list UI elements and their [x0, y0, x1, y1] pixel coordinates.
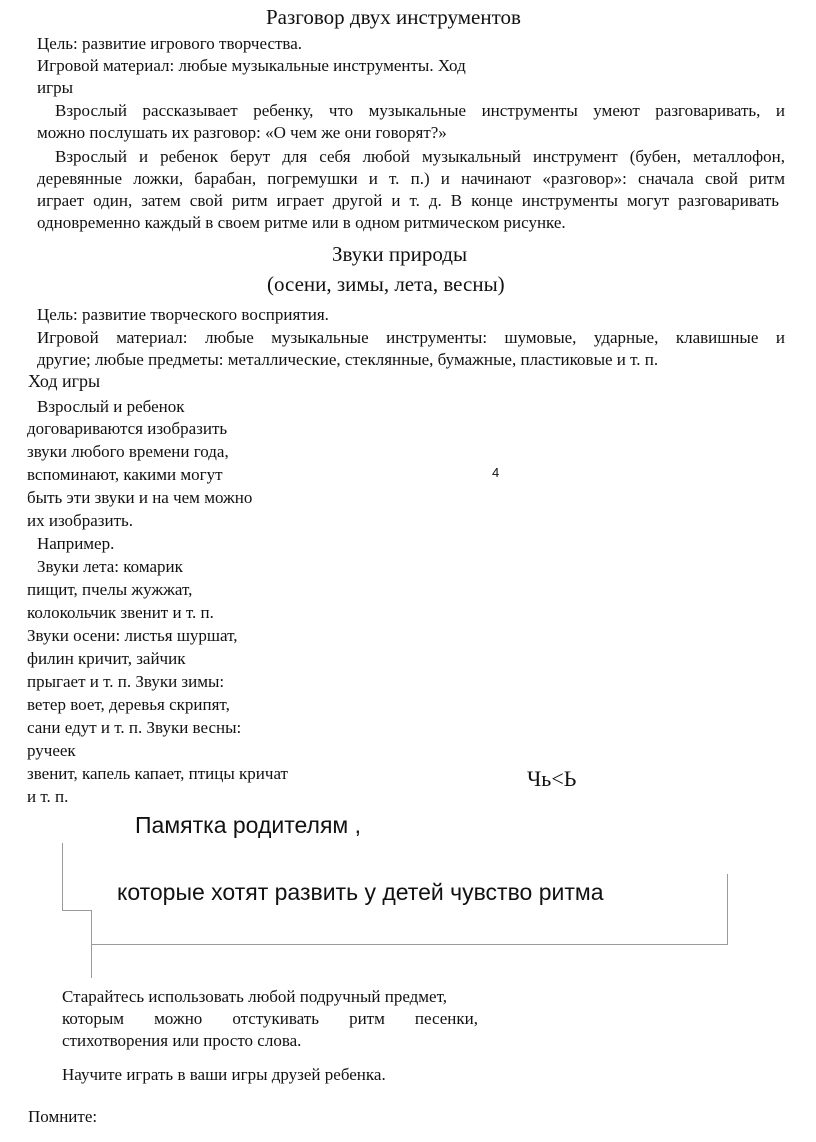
memo-subtitle: которые хотят развить у детей чувство ритма [117, 879, 604, 905]
memo-paragraph-line: которым можно отстукивать ритм песенки, [62, 1009, 478, 1028]
frame-line [91, 944, 727, 945]
column-line: их изобразить. [27, 511, 134, 530]
stray-text: Чь<Ь [527, 766, 577, 791]
column-line: колокольчик звенит и т. п. [27, 603, 214, 622]
memo-paragraph-line: стихотворения или просто слова. [62, 1031, 302, 1050]
column-line: сани едут и т. п. Звуки весны: [27, 718, 242, 737]
paragraph-line: одновременно каждый в своем ритме или в одном ритмическом рисунке. [37, 213, 566, 232]
material-text-cont: игры [37, 78, 73, 97]
column-line: ручеек [27, 741, 76, 760]
goal-text: Цель: развитие игрового творчества. [37, 34, 303, 53]
paragraph-line: Взрослый рассказывает ребенку, что музыкальные инструменты умеют разговаривать, и [55, 101, 785, 120]
column-line: ветер воет, деревья скрипят, [27, 695, 230, 714]
remember-label: Помните: [28, 1107, 98, 1126]
game-heading: Ход игры [28, 371, 101, 391]
frame-line [727, 874, 728, 945]
column-line: договариваются изобразить [27, 419, 228, 438]
section-title-nature: Звуки природы [332, 242, 468, 266]
section-subtitle-seasons: (осени, зимы, лета, весны) [267, 272, 505, 296]
paragraph-line: деревянные ложки, барабан, погремушки и т. п.) и начинают «разговор»: сначала свой ритм [37, 169, 785, 188]
column-line: вспоминают, какими могут [27, 465, 223, 484]
section-title-conversation: Разговор двух инструментов [266, 5, 521, 29]
material-text: Игровой материал: любые музыкальные инструменты. Ход [37, 56, 466, 75]
paragraph-line: Взрослый и ребенок берут для себя любой музыкальный инструмент (бубен, металлофон, [55, 147, 785, 166]
page-number: 4 [492, 465, 500, 480]
column-line: и т. п. [27, 787, 69, 806]
column-line: Звуки осени: листья шуршат, [27, 626, 238, 645]
column-line: Взрослый и ребенок [37, 397, 185, 416]
frame-line [62, 910, 92, 911]
column-line: звуки любого времени года, [27, 442, 229, 461]
memo-paragraph-line: Старайтесь использовать любой подручный предмет, [62, 987, 447, 1006]
paragraph-line: играет один, затем свой ритм играет другой и т. д. В конце инструменты могут разговаривать [37, 191, 779, 210]
frame-line [62, 843, 63, 911]
goal-text: Цель: развитие творческого восприятия. [37, 305, 329, 324]
memo-paragraph: Научите играть в ваши игры друзей ребенка. [62, 1065, 386, 1084]
material-text-cont: другие; любые предметы: металлические, стеклянные, бумажные, пластиковые и т. п. [37, 350, 659, 369]
column-line: звенит, капель капает, птицы кричат [27, 764, 288, 783]
paragraph-line: можно послушать их разговор: «О чем же они говорят?» [37, 123, 447, 142]
material-text: Игровой материал: любые музыкальные инструменты: шумовые, ударные, клавишные и [37, 328, 785, 347]
column-line: филин кричит, зайчик [27, 649, 186, 668]
column-line: Например. [37, 534, 115, 553]
column-line: прыгает и т. п. Звуки зимы: [27, 672, 225, 691]
column-line: пищит, пчелы жужжат, [27, 580, 193, 599]
column-line: быть эти звуки и на чем можно [27, 488, 253, 507]
memo-title: Памятка родителям , [135, 812, 361, 838]
column-line: Звуки лета: комарик [37, 557, 183, 576]
